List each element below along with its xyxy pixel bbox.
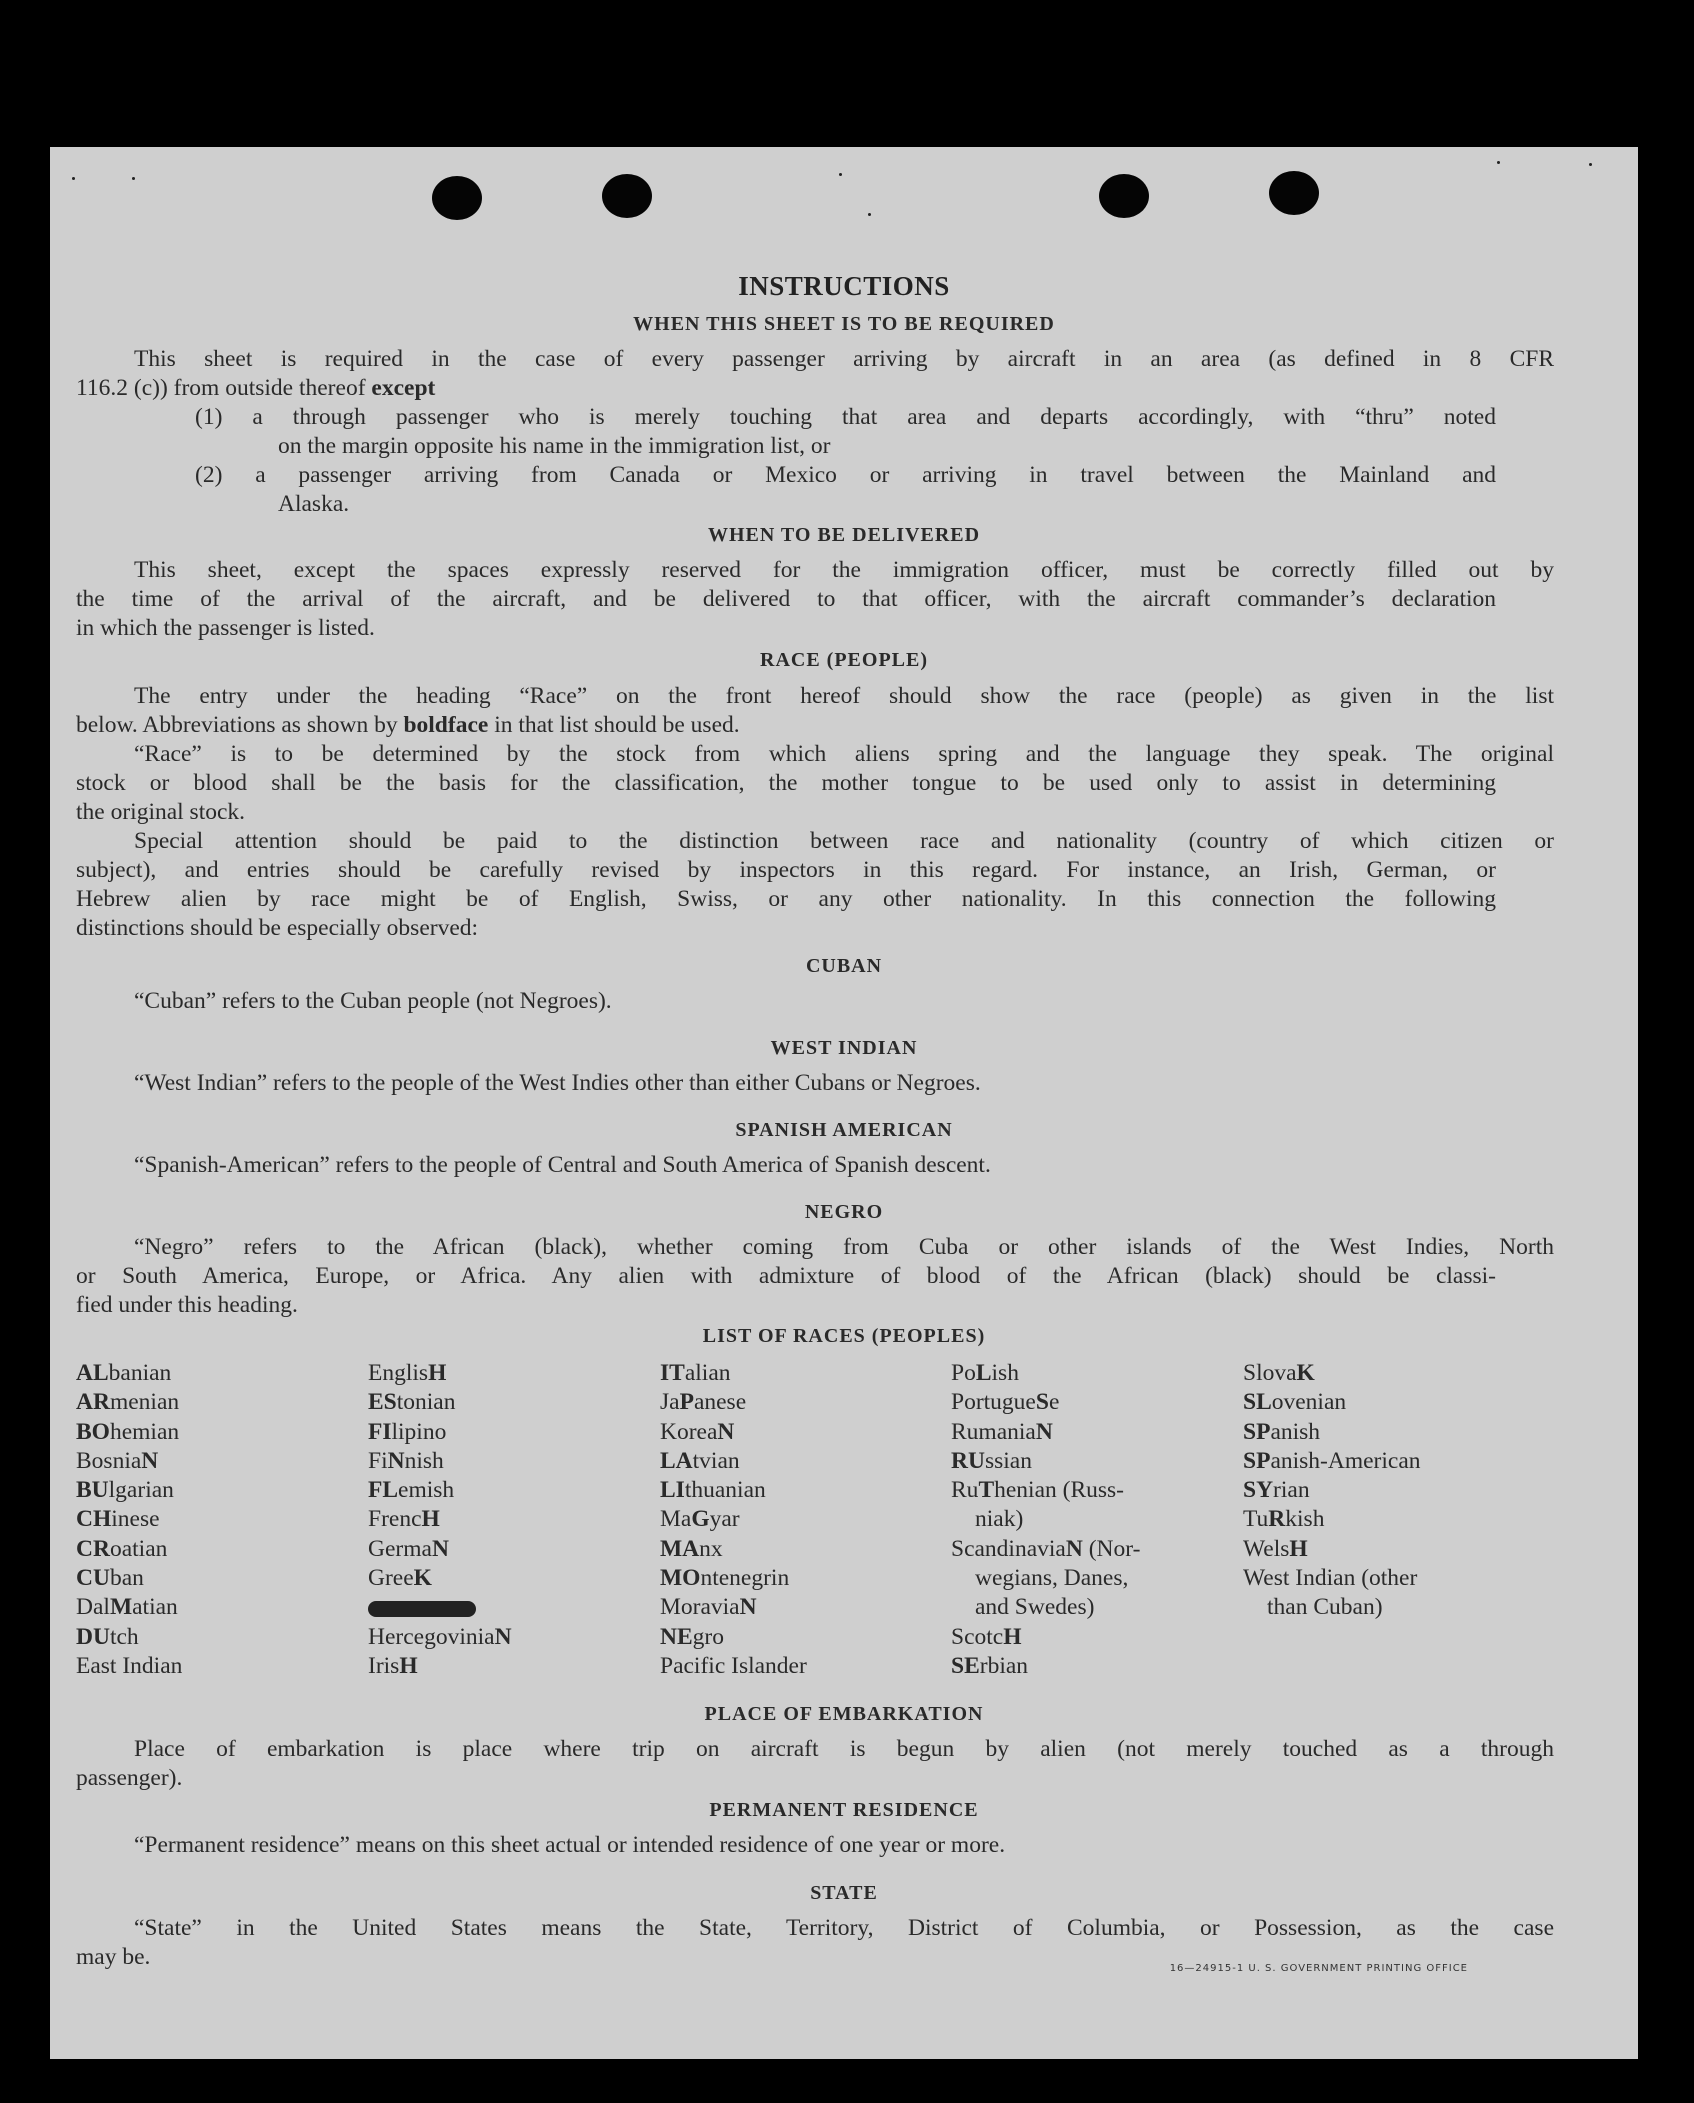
text-line: “Race” is to be determined by the stock from which aliens spring and the language they speak. The original	[134, 741, 1554, 767]
speck	[132, 177, 135, 180]
race-entry: RuThenian (Russ-	[951, 1477, 1125, 1504]
list-item-2: (2) a passenger arriving from Canada or Mexico or arriving in travel between the Mainland and	[195, 462, 1496, 488]
section-heading-state: STATE	[810, 1882, 878, 1904]
race-entry	[368, 1593, 512, 1622]
race-entry: IrisH	[368, 1652, 418, 1679]
race-entry: ScotcH	[951, 1623, 1022, 1650]
emphasis-except: except	[371, 375, 436, 401]
text-line: the time of the arrival of the aircraft, and be delivered to that officer, with the aircraft commander’s declaration	[76, 586, 1496, 612]
race-entry: East Indian	[76, 1652, 183, 1679]
race-entry: SlovaK	[1243, 1360, 1315, 1386]
race-entry: EnglisH	[368, 1360, 447, 1386]
text-line: “State” in the United States means the State, Territory, District of Columbia, or Possession, as the case	[134, 1915, 1554, 1941]
race-entry: HercegoviniaN	[368, 1623, 512, 1650]
race-entry: BOhemian	[76, 1418, 180, 1445]
race-entry: WelsH	[1243, 1535, 1308, 1562]
text-line: below. Abbreviations as shown by boldface in that list should be used.	[76, 712, 740, 738]
speck	[839, 173, 842, 176]
race-entry: ARmenian	[76, 1389, 180, 1416]
punch-hole	[1099, 174, 1149, 218]
race-entry: DUtch	[76, 1623, 139, 1650]
race-entry-continuation: niak)	[975, 1506, 1024, 1533]
race-entry-continuation: wegians, Danes,	[975, 1565, 1129, 1592]
punch-hole	[432, 176, 482, 220]
list-item-2-cont: Alaska.	[278, 491, 350, 517]
section-heading-spanish-american: SPANISH AMERICAN	[735, 1119, 953, 1141]
speck	[868, 213, 871, 216]
race-entry: ITalian	[660, 1360, 731, 1386]
text-line: or South America, Europe, or Africa. Any alien with admixture of blood of the African (black) should be classi-	[76, 1263, 1496, 1289]
text-line: in which the passenger is listed.	[76, 615, 375, 641]
list-item-1: (1) a through passenger who is merely touching that area and departs accordingly, with “thru” noted	[195, 404, 1496, 430]
speck	[72, 177, 75, 180]
text-line: stock or blood shall be the basis for the classification, the mother tongue to be used only to assist in determining	[76, 770, 1496, 796]
race-entry: MAnx	[660, 1535, 723, 1562]
punch-hole	[602, 174, 652, 218]
section-heading-list-of-races: LIST OF RACES (PEOPLES)	[702, 1325, 986, 1347]
race-column-1	[76, 1359, 182, 1681]
race-entry: RumaniaN	[951, 1418, 1053, 1445]
form-sheet	[50, 147, 1638, 2059]
text-line: “Cuban” refers to the Cuban people (not Negroes).	[134, 988, 612, 1014]
race-entry: West Indian (other	[1243, 1565, 1418, 1592]
race-entry: MOntenegrin	[660, 1565, 790, 1592]
section-heading-negro: NEGRO	[804, 1201, 884, 1223]
race-column-3	[660, 1359, 807, 1681]
race-entry: CUban	[76, 1565, 144, 1592]
race-entry: BosniaN	[76, 1447, 159, 1474]
race-entry: CHinese	[76, 1506, 160, 1533]
text-line: “Spanish-American” refers to the people of Central and South America of Spanish descent.	[134, 1152, 991, 1178]
race-entry: GreeK	[368, 1565, 432, 1592]
text-line: “Negro” refers to the African (black), whether coming from Cuba or other islands of the West Indies, North	[134, 1234, 1554, 1260]
race-entry: MaGyar	[660, 1506, 740, 1533]
text-line: subject), and entries should be carefully revised by inspectors in this regard. For instance, an Irish, German, or	[76, 857, 1496, 883]
race-entry: LIthuanian	[660, 1477, 766, 1504]
page-title: INSTRUCTIONS	[738, 271, 950, 301]
text-line: Place of embarkation is place where trip on aircraft is begun by alien (not merely touched as a through	[134, 1736, 1554, 1762]
text-line: distinctions should be especially observed:	[76, 915, 479, 941]
race-entry: SErbian	[951, 1652, 1029, 1679]
text-line: “West Indian” refers to the people of the West Indies other than either Cubans or Negroes.	[134, 1070, 981, 1096]
text-line: the original stock.	[76, 799, 246, 825]
text-line: may be.	[76, 1944, 151, 1970]
race-entry: LAtvian	[660, 1447, 740, 1474]
race-column-2	[368, 1359, 512, 1681]
race-entry: ALbanian	[76, 1360, 172, 1386]
race-entry: PoLish	[951, 1360, 1019, 1386]
section-heading-permanent-residence: PERMANENT RESIDENCE	[709, 1799, 979, 1821]
race-entry: NEgro	[660, 1623, 724, 1650]
section-heading-delivered: WHEN TO BE DELIVERED	[707, 524, 981, 546]
race-entry: FLemish	[368, 1477, 455, 1504]
race-entry: TuRkish	[1243, 1506, 1325, 1533]
race-entry: BUlgarian	[76, 1477, 174, 1504]
race-entry: SPanish	[1243, 1418, 1321, 1445]
speck	[1589, 163, 1592, 166]
section-heading-west-indian: WEST INDIAN	[770, 1037, 918, 1059]
section-heading-embarkation: PLACE OF EMBARKATION	[704, 1703, 984, 1725]
punch-hole	[1269, 171, 1319, 215]
section-heading-required: WHEN THIS SHEET IS TO BE REQUIRED	[633, 313, 1055, 335]
race-entry: FIlipino	[368, 1418, 447, 1445]
race-entry: RUssian	[951, 1447, 1032, 1474]
race-entry: CRoatian	[76, 1535, 168, 1562]
text-line: Hebrew alien by race might be of English, Swiss, or any other nationality. In this connection the following	[76, 886, 1496, 912]
race-entry: Pacific Islander	[660, 1652, 807, 1679]
text-line: 116.2 (c)) from outside thereof except	[76, 375, 436, 401]
text-line: “Permanent residence” means on this sheet actual or intended residence of one year or more.	[134, 1832, 1006, 1858]
race-entry: SLovenian	[1243, 1389, 1347, 1416]
race-entry: JaPanese	[660, 1389, 747, 1416]
race-entry: KoreaN	[660, 1418, 735, 1445]
text-line: fied under this heading.	[76, 1292, 298, 1318]
race-entry: DalMatian	[76, 1594, 178, 1621]
text-line: This sheet, except the spaces expressly reserved for the immigration officer, must be correctly filled out by	[134, 557, 1554, 583]
race-entry: PortugueSe	[951, 1389, 1060, 1416]
text-line: passenger).	[76, 1765, 183, 1791]
race-entry: EStonian	[368, 1389, 456, 1416]
speck	[1497, 161, 1500, 164]
race-entry: ScandinaviaN (Nor-	[951, 1535, 1141, 1562]
section-heading-cuban: CUBAN	[805, 955, 883, 977]
race-entry: SYrian	[1243, 1477, 1310, 1504]
race-entry-continuation: and Swedes)	[975, 1594, 1095, 1621]
race-column-5	[1243, 1359, 1421, 1623]
race-entry-continuation: than Cuban)	[1267, 1594, 1383, 1621]
redaction-mark	[368, 1601, 476, 1617]
race-entry: SPanish-American	[1243, 1447, 1421, 1474]
race-column-4	[951, 1359, 1140, 1681]
list-item-1-cont: on the margin opposite his name in the immigration list, or	[278, 433, 831, 459]
race-entry: MoraviaN	[660, 1594, 757, 1621]
text-line: Special attention should be paid to the distinction between race and nationality (country of which citizen or	[134, 828, 1554, 854]
race-entry: GermaN	[368, 1535, 449, 1562]
printer-imprint: 16—24915-1 U. S. GOVERNMENT PRINTING OFFICE	[1169, 1963, 1468, 1974]
section-heading-race: RACE (PEOPLE)	[760, 649, 928, 671]
race-entry: FrencH	[368, 1506, 440, 1533]
text-line: This sheet is required in the case of every passenger arriving by aircraft in an area (as defined in 8 CFR	[134, 346, 1554, 372]
race-entry: FiNnish	[368, 1447, 444, 1474]
text-line: The entry under the heading “Race” on the front hereof should show the race (people) as given in the list	[134, 683, 1554, 709]
